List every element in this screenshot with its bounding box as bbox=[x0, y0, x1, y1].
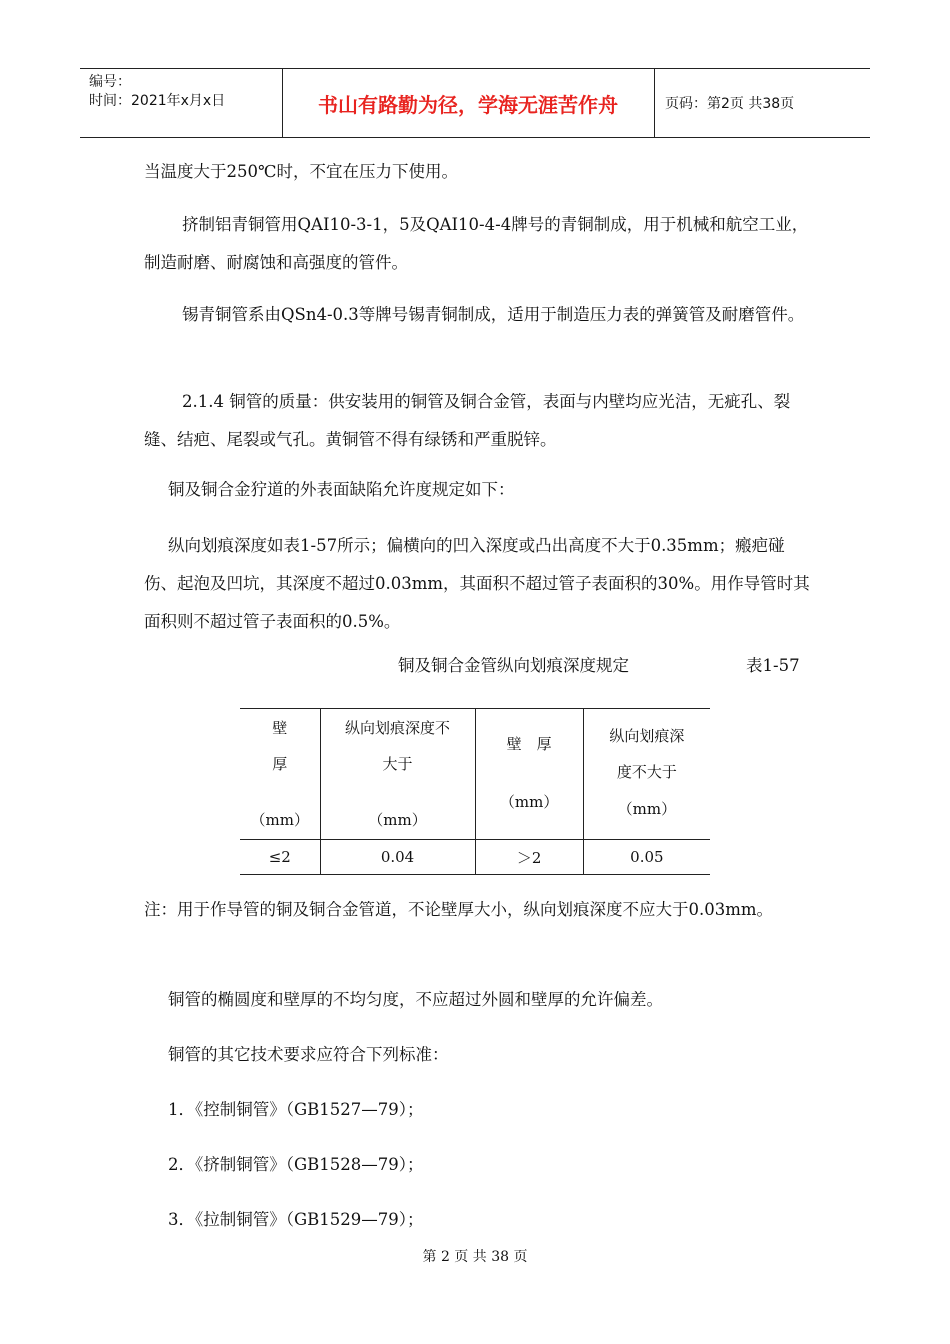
paragraph: 2.1.4 铜管的质量：供安装用的铜管及铜合金管，表面与内壁均应光洁，无疵孔、裂缝、结疤、尾裂或气孔。黄铜管不得有绿锈和严重脱锌。 bbox=[144, 392, 791, 449]
table-header-row bbox=[240, 709, 710, 840]
table-caption: 铜及铜合金管纵向划痕深度规定 bbox=[398, 656, 629, 675]
list-item: 3．《拉制铜管》（GB1529—79）； bbox=[168, 1210, 424, 1229]
paragraph: 当温度大于250℃时，不宜在压力下使用。 bbox=[144, 162, 458, 181]
header-cell: 壁 厚 （mm） bbox=[475, 709, 583, 840]
note-paragraph: 注：用于作导管的铜及铜合金管道，不论壁厚大小，纵向划痕深度不应大于0.03mm。 bbox=[144, 900, 774, 919]
table-cell: ≤2 bbox=[240, 840, 320, 875]
page-header bbox=[80, 68, 870, 138]
page-footer: 第 2 页 共 38 页 bbox=[422, 1249, 528, 1265]
scratch-depth-table bbox=[240, 708, 710, 875]
paragraph: 锡青铜管系由QSn4-0.3等牌号锡青铜制成，适用于制造压力表的弹簧管及耐磨管件。 bbox=[182, 305, 805, 324]
paragraph: 铜及铜合金狞道的外表面缺陷允许度规定如下： bbox=[168, 480, 515, 499]
header-motto: 书山有路勤为径，学海无涯苦作舟 bbox=[282, 69, 655, 137]
table-row bbox=[240, 840, 710, 875]
header-cell: 纵向划痕深 度不大于 （mm） bbox=[583, 709, 710, 840]
paragraph: 挤制铝青铜管用QAI10-3-1，5及QAI10-4-4牌号的青铜制成，用于机械和航空工业，制造耐磨、耐腐蚀和高强度的管件。 bbox=[144, 215, 809, 272]
table-cell: 0.05 bbox=[583, 840, 710, 875]
table-cell: ＞2 bbox=[475, 840, 583, 875]
header-cell: 壁 厚 （mm） bbox=[240, 709, 320, 840]
table-number: 表1-57 bbox=[746, 656, 800, 675]
list-item: 1．《控制铜管》（GB1527—79）； bbox=[168, 1100, 424, 1119]
header-cell: 纵向划痕深度不 大于 （mm） bbox=[320, 709, 475, 840]
paragraph: 铜管的其它技术要求应符合下列标准： bbox=[168, 1045, 449, 1064]
header-meta bbox=[80, 69, 283, 137]
list-item: 2．《挤制铜管》（GB1528—79）； bbox=[168, 1155, 424, 1174]
time-label: 时间：2021年x月x日 bbox=[89, 93, 226, 109]
paragraph: 纵向划痕深度如表1-57所示；偏横向的凹入深度或凸出高度不大于0.35mm；瘢疤碰伤、起泡及凹坑，其深度不超过0.03mm，其面积不超过管子表面积的30%。用作导管时其面积则不超过管子表面积的0.5%。 bbox=[144, 536, 810, 631]
table-cell: 0.04 bbox=[320, 840, 475, 875]
header-page-info: 页码：第2页 共38页 bbox=[665, 96, 795, 112]
number-label: 编号： bbox=[89, 74, 131, 90]
paragraph: 铜管的椭圆度和壁厚的不均匀度，不应超过外圆和壁厚的允许偏差。 bbox=[168, 990, 663, 1009]
